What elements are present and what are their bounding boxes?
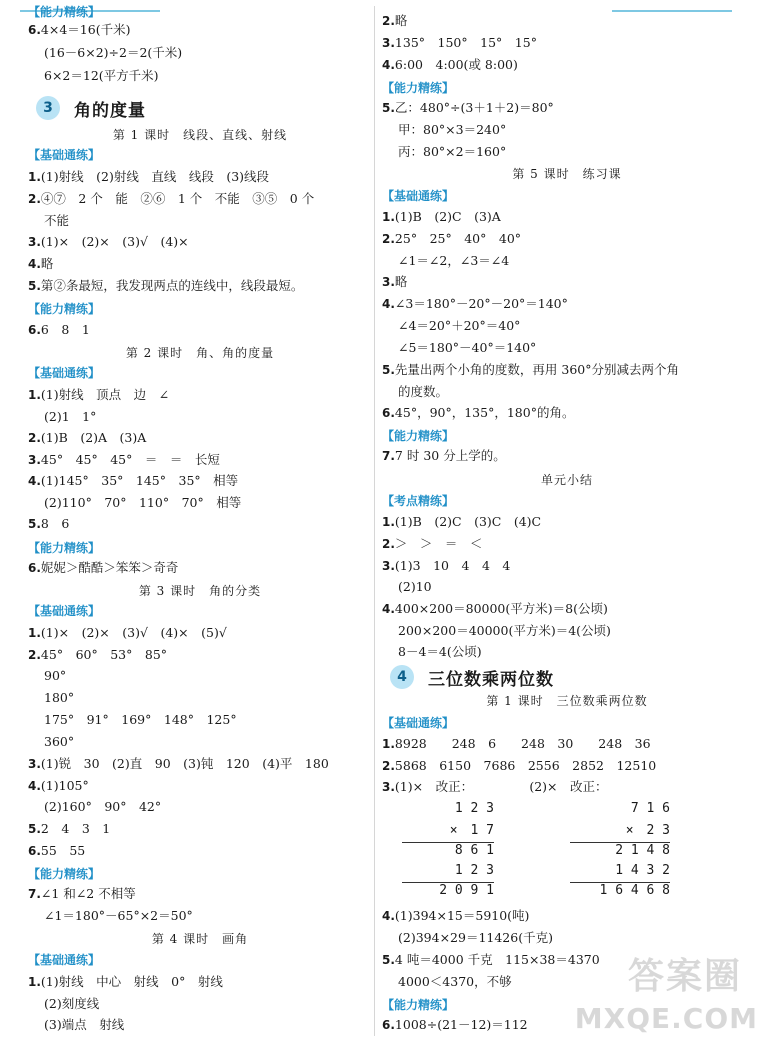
answer-text: 妮妮＞酷酷＞笨笨＞奇奇 xyxy=(40,560,179,575)
answer-line xyxy=(382,907,752,925)
answer-text: 7 时 30 分上学的。 xyxy=(394,448,506,463)
answer-line xyxy=(28,973,372,991)
item-number: 1. xyxy=(28,388,41,402)
summary-title: 单元小结 xyxy=(540,473,593,487)
section-header: 【考点精练】 xyxy=(382,494,455,508)
answer-text: 135° 150° 15° 15° xyxy=(394,35,537,50)
answer-line: 200×200＝40000(平方米)＝4(公顷) xyxy=(398,623,611,638)
answer-line: (2)刻度线 xyxy=(44,996,100,1011)
item-number: 1. xyxy=(28,170,41,184)
lesson-title: 第 1 课时 三位数乘两位数 xyxy=(486,694,648,708)
vertical-multiplication-1 xyxy=(402,800,494,900)
calc-multiplier: × 2 3 xyxy=(625,823,670,838)
answer-text: (1)锐 30 (2)直 90 (3)钝 120 (4)平 180 xyxy=(40,756,329,771)
section-header: 【能力精练】 xyxy=(382,81,455,95)
answer-text: 先量出两个小角的度数，再用 360°分别减去两个角 xyxy=(394,362,680,377)
answer-line: (16－6×2)÷2＝2(千米) xyxy=(44,45,183,60)
chapter-number: 4 xyxy=(390,665,414,689)
answer-text: (1)145° 35° 145° 35° 相等 xyxy=(40,473,239,488)
answer-text: 8928 248 6 248 30 248 36 xyxy=(394,736,651,751)
answer-line xyxy=(28,21,372,39)
answer-line xyxy=(382,34,752,52)
answer-line xyxy=(382,447,752,465)
answer-text: (1)B (2)A (3)A xyxy=(40,430,147,445)
answer-text: (1)射线 顶点 边 ∠ xyxy=(40,387,170,402)
item-number: 2. xyxy=(382,537,395,551)
answer-line xyxy=(28,885,372,903)
item-number: 3. xyxy=(28,757,41,771)
answer-text: (1)× 改正： (2)× 改正： xyxy=(394,779,608,794)
answer-text: 45° 60° 53° 85° xyxy=(40,647,168,662)
item-number: 3. xyxy=(382,275,395,289)
answer-line: (2)110° 70° 110° 70° 相等 xyxy=(44,495,242,510)
calc-partial-product: 1 4 3 2 xyxy=(615,863,670,878)
answer-text: (1)射线 中心 射线 0° 射线 xyxy=(40,974,223,989)
answer-text: ＞ ＞ ＝ ＜ xyxy=(394,536,483,551)
section-header: 【基础通练】 xyxy=(28,604,101,618)
watermark-url: MXQE.COM xyxy=(574,1002,758,1035)
section-header: 【基础通练】 xyxy=(28,148,101,162)
answer-line xyxy=(382,513,752,531)
answer-line xyxy=(382,230,752,248)
item-number: 3. xyxy=(382,780,395,794)
item-number: 5. xyxy=(382,953,395,967)
item-number: 3. xyxy=(28,235,41,249)
calc-product: 1 6 4 6 8 xyxy=(599,883,670,898)
answer-line xyxy=(28,255,372,273)
answer-text: 4×4＝16(千米) xyxy=(40,22,131,37)
item-number: 4. xyxy=(28,257,41,271)
section-header: 【基础通练】 xyxy=(28,366,101,380)
item-number: 5. xyxy=(28,279,41,293)
chapter-title: 角的度量 xyxy=(74,100,146,121)
answer-text: 略 xyxy=(394,13,408,28)
answer-line xyxy=(382,600,752,618)
answer-text: (1)B (2)C (3)C (4)C xyxy=(394,514,542,529)
answer-text: (1)3 10 4 4 4 xyxy=(394,558,511,573)
item-number: 2. xyxy=(382,14,395,28)
lesson-title: 第 5 课时 练习课 xyxy=(512,167,622,181)
answer-text: 2 4 3 1 xyxy=(40,821,111,836)
answer-line: (3)端点 射线 xyxy=(44,1017,125,1032)
answer-line: 180° xyxy=(44,690,75,705)
item-number: 1. xyxy=(382,210,395,224)
answer-text: 45°，90°，135°，180°的角。 xyxy=(394,405,575,420)
answer-text: 25° 25° 40° 40° xyxy=(394,231,522,246)
answer-line xyxy=(382,208,752,226)
calc-multiplicand: 7 1 6 xyxy=(630,801,670,816)
item-number: 5. xyxy=(28,822,41,836)
answer-line xyxy=(382,557,752,575)
lesson-title: 第 1 课时 线段、直线、射线 xyxy=(112,128,288,142)
answer-line: 6×2＝12(平方千米) xyxy=(44,68,159,83)
answer-text: 略 xyxy=(40,256,54,271)
section-header: 【能力精练】 xyxy=(382,998,455,1012)
answer-line xyxy=(382,404,752,422)
item-number: 4. xyxy=(28,779,41,793)
right-column xyxy=(382,0,752,1042)
answer-line: (2)160° 90° 42° xyxy=(44,799,162,814)
left-column xyxy=(28,0,372,1042)
answer-line xyxy=(28,277,372,295)
lesson-title: 第 3 课时 角的分类 xyxy=(138,584,262,598)
answer-line xyxy=(382,535,752,553)
item-number: 5. xyxy=(382,363,395,377)
answer-text: 略 xyxy=(394,274,408,289)
answer-line: 不能 xyxy=(44,213,70,228)
answer-line: ∠1＝180°－65°×2＝50° xyxy=(44,908,193,923)
answer-line xyxy=(382,12,752,30)
answer-line xyxy=(382,361,752,379)
item-number: 4. xyxy=(382,602,395,616)
answer-text: 6:00 4:00(或 8:00) xyxy=(394,57,518,72)
answer-line: 甲：80°×3＝240° xyxy=(398,122,507,137)
answer-line: (2)1 1° xyxy=(44,409,97,424)
section-header: 【能力精练】 xyxy=(382,429,455,443)
answer-line: 丙：80°×2＝160° xyxy=(398,144,507,159)
item-number: 6. xyxy=(28,844,41,858)
answer-line xyxy=(28,451,372,469)
item-number: 4. xyxy=(382,58,395,72)
answer-text: 45° 45° 45° ＝ ＝ 长短 xyxy=(40,452,220,467)
item-number: 6. xyxy=(382,1018,395,1032)
item-number: 4. xyxy=(28,474,41,488)
answer-text: 4 吨＝4000 千克 115×38＝4370 xyxy=(394,952,600,967)
answer-line: 的度数。 xyxy=(398,384,449,399)
answer-text: 第②条最短，我发现两点的连线中，线段最短。 xyxy=(40,278,304,293)
item-number: 3. xyxy=(382,559,395,573)
answer-line: 360° xyxy=(44,734,75,749)
answer-text: 1008÷(21－12)＝112 xyxy=(394,1017,528,1032)
answer-text: 6 8 1 xyxy=(40,322,90,337)
answer-line xyxy=(28,386,372,404)
section-header: 【能力精练】 xyxy=(28,541,101,555)
item-number: 2. xyxy=(28,431,41,445)
item-number: 5. xyxy=(28,517,41,531)
section-header: 【能力精练】 xyxy=(28,867,101,881)
item-number: 1. xyxy=(382,515,395,529)
answer-line xyxy=(28,624,372,642)
answer-line xyxy=(28,755,372,773)
answer-line xyxy=(28,429,372,447)
section-header: 【基础通练】 xyxy=(382,189,455,203)
answer-text: (1)× (2)× (3)√ (4)× xyxy=(40,234,189,249)
calc-multiplier: × 1 7 xyxy=(449,823,494,838)
answer-line: (2)394×29＝11426(千克) xyxy=(398,930,553,945)
answer-line: 90° xyxy=(44,668,67,683)
item-number: 5. xyxy=(382,101,395,115)
chapter-number: 3 xyxy=(36,96,60,120)
answer-text: 400×200＝80000(平方米)＝8(公顷) xyxy=(394,601,608,616)
answer-text: ∠3＝180°－20°－20°＝140° xyxy=(394,296,568,311)
answer-text: (1)× (2)× (3)√ (4)× (5)√ xyxy=(40,625,227,640)
answer-line xyxy=(28,515,372,533)
lesson-title: 第 2 课时 角、角的度量 xyxy=(125,346,275,360)
section-header: 【能力精练】 xyxy=(28,5,101,19)
answer-text: (1)B (2)C (3)A xyxy=(394,209,501,224)
answer-line xyxy=(382,735,752,753)
calc-partial-product: 2 1 4 8 xyxy=(615,843,670,858)
answer-line: ∠5＝180°－40°＝140° xyxy=(398,340,537,355)
calc-partial-product: 8 6 1 xyxy=(454,843,494,858)
chapter-heading xyxy=(36,95,146,121)
answer-line: 4000＜4370，不够 xyxy=(398,974,512,989)
answer-line xyxy=(28,321,372,339)
chapter-heading xyxy=(390,664,554,690)
answer-text: 5868 6150 7686 2556 2852 12510 xyxy=(394,758,657,773)
answer-line: ∠4＝20°＋20°＝40° xyxy=(398,318,521,333)
answer-text: ④⑦ 2 个 能 ②⑥ 1 个 不能 ③⑤ 0 个 xyxy=(40,191,315,206)
item-number: 4. xyxy=(382,297,395,311)
answer-line xyxy=(28,559,372,577)
answer-line xyxy=(28,190,372,208)
answer-text: (1)105° xyxy=(40,778,89,793)
answer-line xyxy=(28,842,372,860)
answer-line: (2)10 xyxy=(398,579,432,594)
calc-product: 2 0 9 1 xyxy=(439,883,494,898)
vertical-multiplication-2 xyxy=(570,800,670,900)
answer-text: 8 6 xyxy=(40,516,70,531)
answer-line xyxy=(28,646,372,664)
watermark-text: 答案圈 xyxy=(627,956,742,997)
lesson-title: 第 4 课时 画角 xyxy=(151,932,249,946)
answer-text: 乙：480°÷(3＋1＋2)＝80° xyxy=(394,100,554,115)
item-number: 2. xyxy=(28,192,41,206)
section-header: 【基础通练】 xyxy=(382,716,455,730)
answer-line xyxy=(382,778,752,796)
item-number: 1. xyxy=(28,626,41,640)
answer-text: ∠1 和∠2 不相等 xyxy=(40,886,136,901)
item-number: 6. xyxy=(28,23,41,37)
answer-line xyxy=(382,56,752,74)
answer-line xyxy=(382,273,752,291)
answer-line: 8－4＝4(公顷) xyxy=(398,644,482,659)
answer-text: 55 55 xyxy=(40,843,86,858)
answer-line: 175° 91° 169° 148° 125° xyxy=(44,712,237,727)
answer-line: ∠1＝∠2，∠3＝∠4 xyxy=(398,253,510,268)
item-number: 2. xyxy=(28,648,41,662)
calc-multiplicand: 1 2 3 xyxy=(454,801,494,816)
answer-line xyxy=(28,777,372,795)
answer-line xyxy=(28,168,372,186)
item-number: 7. xyxy=(28,887,41,901)
watermark-logo xyxy=(572,942,762,1042)
answer-line xyxy=(28,472,372,490)
item-number: 3. xyxy=(28,453,41,467)
item-number: 2. xyxy=(382,232,395,246)
item-number: 2. xyxy=(382,759,395,773)
answer-line xyxy=(28,233,372,251)
answer-line xyxy=(28,820,372,838)
answer-line xyxy=(382,295,752,313)
answer-text: (1)射线 (2)射线 直线 线段 (3)线段 xyxy=(40,169,270,184)
section-header: 【基础通练】 xyxy=(28,953,101,967)
chapter-title: 三位数乘两位数 xyxy=(428,669,554,690)
calc-partial-product: 1 2 3 xyxy=(454,863,494,878)
section-header: 【能力精练】 xyxy=(28,302,101,316)
answer-line xyxy=(382,99,752,117)
item-number: 6. xyxy=(382,406,395,420)
item-number: 4. xyxy=(382,909,395,923)
item-number: 1. xyxy=(28,975,41,989)
item-number: 1. xyxy=(382,737,395,751)
answer-text: (1)394×15＝5910(吨) xyxy=(394,908,530,923)
item-number: 6. xyxy=(28,561,41,575)
answer-line xyxy=(382,757,752,775)
item-number: 7. xyxy=(382,449,395,463)
item-number: 3. xyxy=(382,36,395,50)
column-divider xyxy=(374,6,375,1036)
item-number: 6. xyxy=(28,323,41,337)
